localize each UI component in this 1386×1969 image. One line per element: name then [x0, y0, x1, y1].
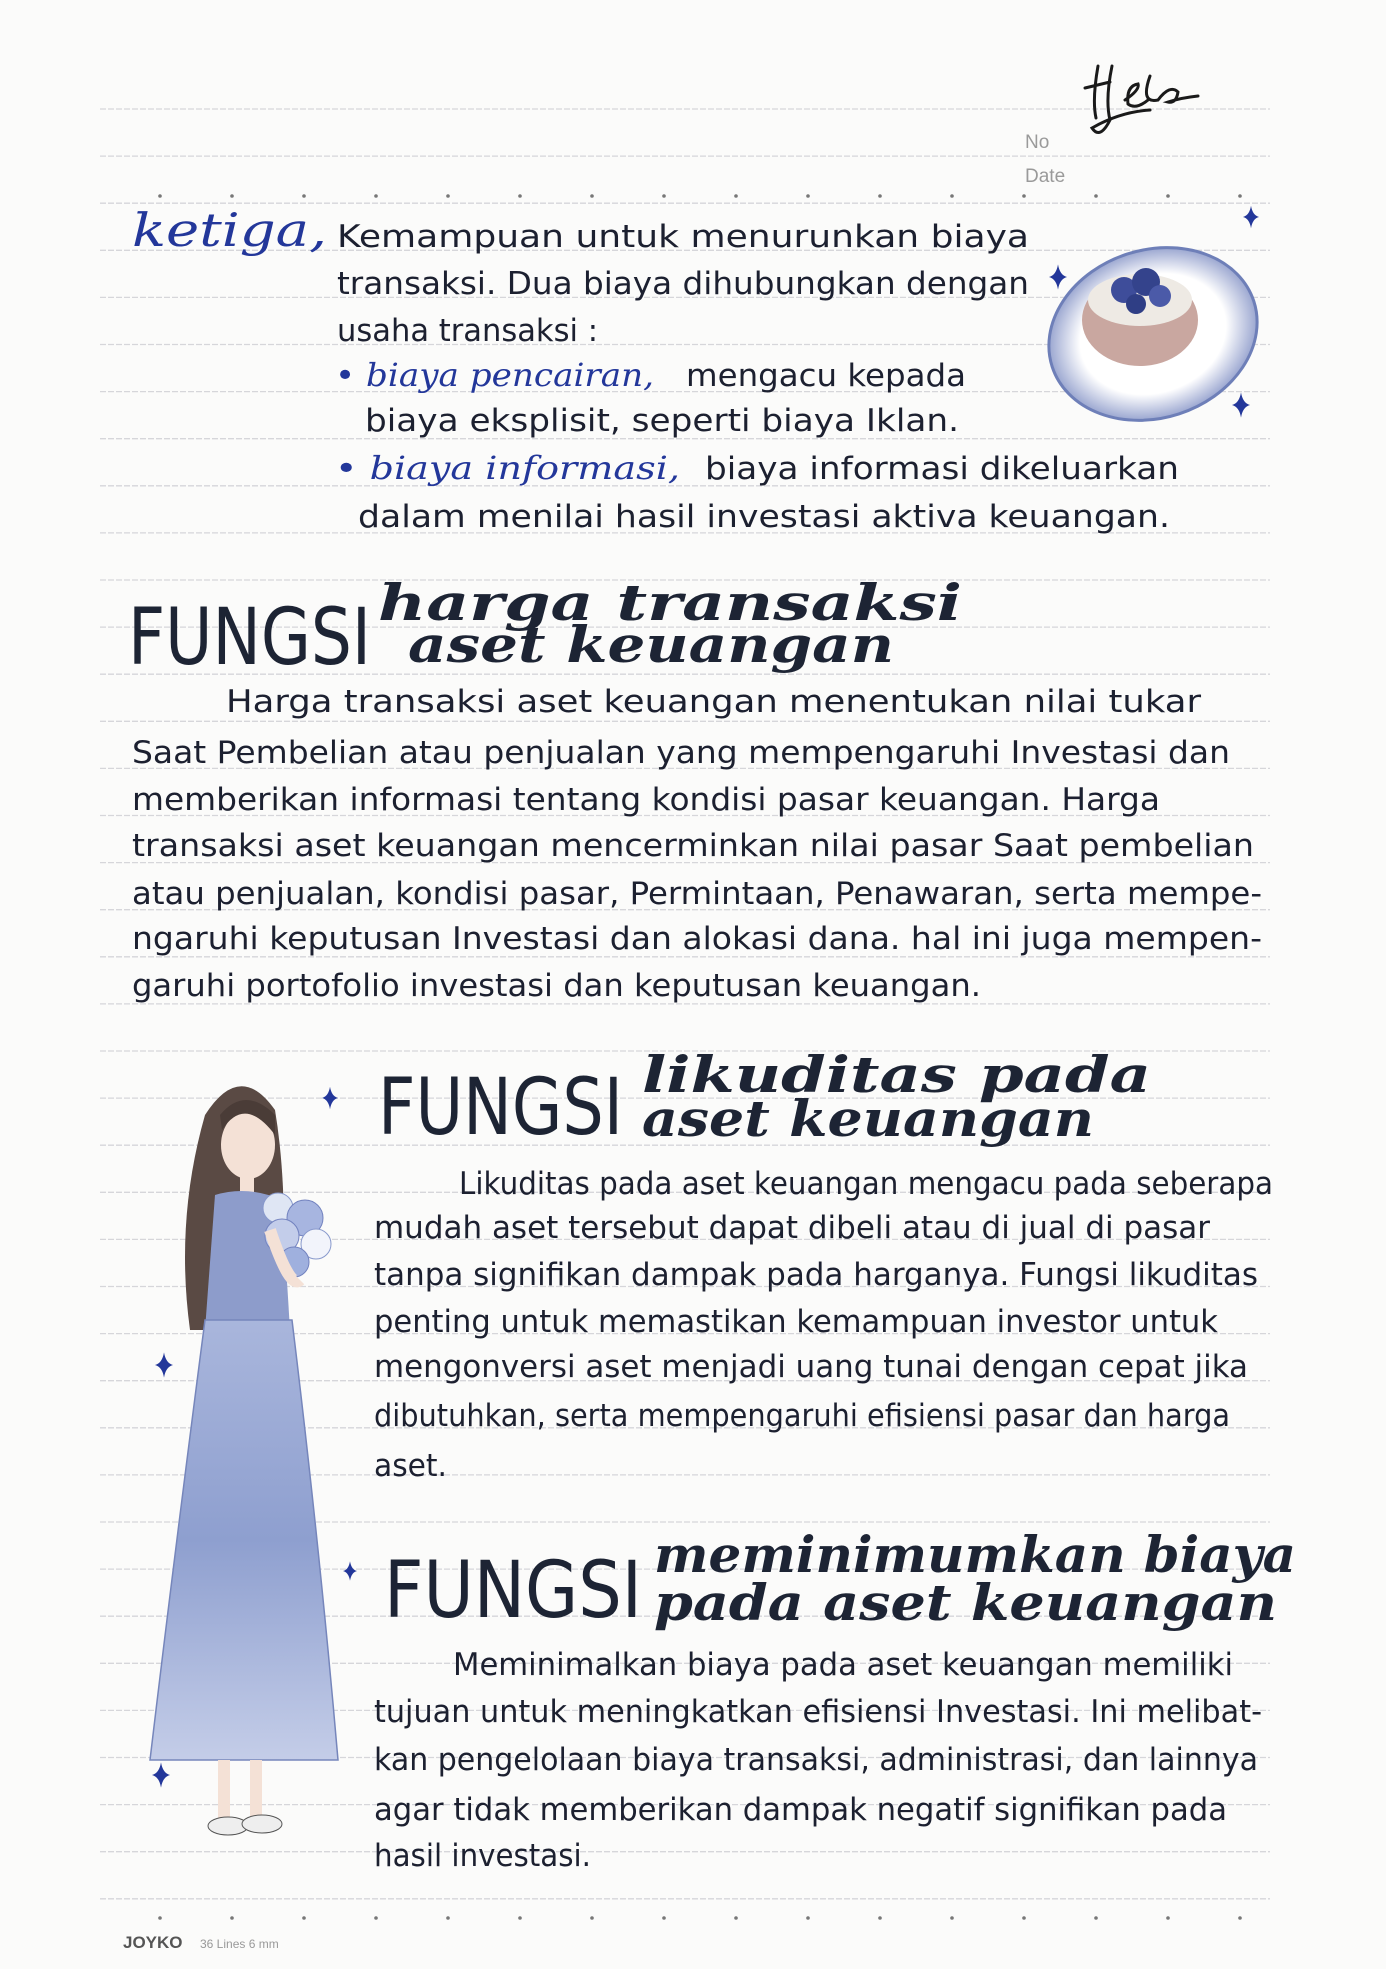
ketiga-label: ketiga,: [132, 203, 327, 257]
body-line: Meminimalkan biaya pada aset keuangan memiliki: [453, 1647, 1233, 1683]
section-title-line2: aset keuangan: [408, 615, 894, 674]
section-keyword: FUNGSI: [378, 1063, 623, 1153]
margin-dot: [734, 1916, 738, 1920]
margin-dot: [446, 194, 450, 198]
footer-brand: JOYKO: [123, 1933, 183, 1952]
body-line: garuhi portofolio investasi dan keputusan keuangan.: [132, 968, 981, 1004]
body-line: Likuditas pada aset keuangan mengacu pada seberapa: [459, 1166, 1273, 1202]
body-line: tujuan untuk meningkatkan efisiensi Investasi. Ini melibat-: [374, 1694, 1262, 1730]
bullet-text: mengacu kepada: [686, 358, 966, 394]
body-line: Harga transaksi aset keuangan menentukan nilai tukar: [226, 684, 1202, 720]
margin-dot: [230, 1916, 234, 1920]
section-fungsi-meminimumkan-biaya: [374, 1525, 1296, 1874]
body-line: mengonversi aset menjadi uang tunai dengan cepat jika: [374, 1349, 1248, 1385]
margin-dot: [1238, 194, 1242, 198]
body-line: usaha transaksi :: [337, 313, 598, 349]
body-line: hasil investasi.: [374, 1838, 591, 1874]
margin-dot: [230, 194, 234, 198]
body-line: tanpa signifikan dampak pada harganya. Fungsi likuditas: [374, 1257, 1258, 1293]
body-line: Saat Pembelian atau penjualan yang mempengaruhi Investasi dan: [132, 735, 1230, 771]
margin-dot: [590, 194, 594, 198]
margin-dot: [1022, 1916, 1026, 1920]
girl-with-bouquet-illustration: [150, 1086, 338, 1835]
section-keyword: FUNGSI: [128, 593, 371, 683]
margin-dot: [1238, 1916, 1242, 1920]
margin-dot: [1094, 1916, 1098, 1920]
margin-dot: [662, 1916, 666, 1920]
margin-dot: [734, 194, 738, 198]
body-line: mudah aset tersebut dapat dibeli atau di jual di pasar: [374, 1210, 1211, 1246]
bullet-text: biaya informasi dikeluarkan: [705, 451, 1179, 487]
margin-dot: [518, 194, 522, 198]
body-line: memberikan informasi tentang kondisi pasar keuangan. Harga: [132, 782, 1160, 818]
margin-dot: [518, 1916, 522, 1920]
margin-dot: [1166, 194, 1170, 198]
sparkle-icon: [152, 1762, 170, 1787]
section-title-line1: likuditas pada: [642, 1045, 1151, 1104]
margin-dot: [1094, 194, 1098, 198]
margin-dot: [950, 1916, 954, 1920]
margin-dot: [1166, 1916, 1170, 1920]
margin-dot: [806, 1916, 810, 1920]
body-line: agar tidak memberikan dampak negatif signifikan pada: [374, 1792, 1227, 1828]
margin-dot: [806, 194, 810, 198]
body-line: Kemampuan untuk menurunkan biaya: [337, 219, 1029, 255]
sparkle-icon: [155, 1352, 173, 1377]
margin-dot: [878, 194, 882, 198]
margin-dot: [302, 194, 306, 198]
body-line: transaksi aset keuangan mencerminkan nilai pasar Saat pembelian: [132, 828, 1254, 864]
margin-dot: [374, 194, 378, 198]
margin-dot: [662, 194, 666, 198]
sparkle-icon: [322, 1087, 338, 1109]
body-line: kan pengelolaan biaya transaksi, administrasi, dan lainnya: [374, 1742, 1258, 1778]
margin-dot: [302, 1916, 306, 1920]
section-fungsi-harga-transaksi: [128, 573, 1262, 1004]
margin-dot: [446, 1916, 450, 1920]
body-line: ngaruhi keputusan Investasi dan alokasi dana. hal ini juga mempen-: [132, 921, 1262, 957]
signature: [1085, 66, 1198, 133]
section-title-line1: meminimumkan biaya: [654, 1525, 1296, 1584]
body-line: atau penjualan, kondisi pasar, Permintaan, Penawaran, serta mempe-: [132, 876, 1262, 912]
margin-dot: [878, 1916, 882, 1920]
margin-dot: [158, 1916, 162, 1920]
margin-dot: [950, 194, 954, 198]
bullet-continuation: dalam menilai hasil investasi aktiva keuangan.: [358, 499, 1170, 535]
body-line: dibutuhkan, serta mempengaruhi efisiensi pasar dan harga: [374, 1398, 1230, 1434]
margin-dot: [374, 1916, 378, 1920]
margin-dot: [1022, 194, 1026, 198]
sparkle-icon: [1232, 392, 1250, 417]
body-line: aset.: [374, 1448, 447, 1484]
body-line: penting untuk memastikan kemampuan investor untuk: [374, 1304, 1219, 1340]
margin-dot: [590, 1916, 594, 1920]
footer-spec: 36 Lines 6 mm: [200, 1937, 279, 1951]
margin-dot: [158, 194, 162, 198]
sparkle-icon: [1243, 206, 1259, 228]
section-title-line1: harga transaksi: [378, 573, 962, 632]
section-fungsi-likuditas: [374, 1045, 1273, 1484]
bullet-continuation: biaya eksplisit, seperti biaya Iklan.: [365, 403, 959, 439]
body-line: transaksi. Dua biaya dihubungkan dengan: [337, 266, 1029, 302]
bullet-term: • biaya informasi,: [335, 449, 680, 487]
no-label: No: [1025, 132, 1050, 153]
sparkle-icon: [343, 1561, 357, 1581]
bullet-term: • biaya pencairan,: [335, 356, 654, 394]
section-keyword: FUNGSI: [384, 1546, 642, 1636]
section-title-line2: aset keuangan: [642, 1089, 1094, 1148]
date-label: Date: [1025, 166, 1066, 187]
section-title-line2: pada aset keuangan: [654, 1573, 1277, 1632]
sparkle-icon: [1049, 264, 1067, 289]
